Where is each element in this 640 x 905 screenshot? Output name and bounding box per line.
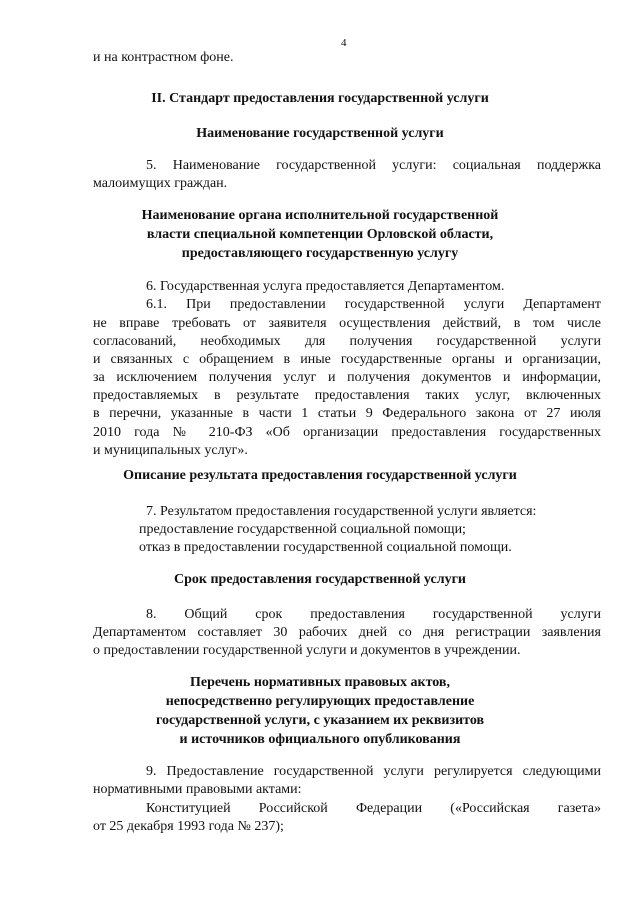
heading-line: Перечень нормативных правовых актов, xyxy=(190,675,450,690)
text-line: о предоставлении государственной услуги и документов в учреждении. xyxy=(93,643,521,658)
text-line: в перечни, указанные в части 1 статьи 9 Федерального закона от 27 июля xyxy=(93,406,601,421)
text-line: нормативными правовыми актами: xyxy=(93,782,302,797)
heading-service-name: Наименование государственной услуги xyxy=(196,126,444,141)
text-line: малоимущих граждан. xyxy=(93,176,228,191)
text-line: отказ в предоставлении государственной социальной помощи. xyxy=(139,540,512,555)
text-line: 2010 года № 210-ФЗ «Об организации предоставления государственных xyxy=(93,425,601,440)
text-line: 9. Предоставление государственной услуги регулируется следующими xyxy=(146,764,601,779)
text-line: 8. Общий срок предоставления государственной услуги xyxy=(146,607,601,622)
heading-line: государственной услуги, с указанием их реквизитов xyxy=(155,713,485,728)
continuation-line: и на контрастном фоне. xyxy=(93,50,234,65)
heading-line: и источников официального опубликования xyxy=(179,732,461,747)
text-line: 6.1. При предоставлении государственной услуги Департамент xyxy=(146,297,601,312)
text-line: и муниципальных услуг». xyxy=(93,443,248,458)
page-number: 4 xyxy=(341,37,347,49)
text-line: за исключением получения услуг и получения документов и информации, xyxy=(93,370,601,385)
text-line: 5. Наименование государственной услуги: социальная поддержка xyxy=(146,158,601,173)
text-line: Конституцией Российской Федерации («Российская газета» xyxy=(146,801,601,816)
heading-result: Описание результата предоставления государственной услуги xyxy=(123,468,517,483)
section-title: II. Стандарт предоставления государственной услуги xyxy=(151,91,489,106)
text-line: согласований, необходимых для получения государственной услуги xyxy=(93,334,601,349)
heading-line: власти специальной компетенции Орловской области, xyxy=(146,227,494,242)
text-line: от 25 декабря 1993 года № 237); xyxy=(93,819,284,834)
text-line: предоставление государственной социальной помощи; xyxy=(139,522,466,537)
heading-line: непосредственно регулирующих предоставление xyxy=(165,694,475,709)
heading-line: предоставляющего государственную услугу xyxy=(181,246,459,261)
text-line: предоставляемых в результате предоставления таких услуг, включенных xyxy=(93,388,601,403)
text-line: и связанных с обращением в иные государственные органы и организации, xyxy=(93,352,601,367)
text-line: Департаментом составляет 30 рабочих дней со дня регистрации заявления xyxy=(93,625,601,640)
text-line: 7. Результатом предоставления государственной услуги является: xyxy=(146,504,537,519)
paragraph-6: 6. Государственная услуга предоставляется Департаментом. xyxy=(146,279,505,294)
heading-term: Срок предоставления государственной услуги xyxy=(174,572,466,587)
text-line: не вправе требовать от заявителя осуществления действий, в том числе xyxy=(93,316,601,331)
heading-line: Наименование органа исполнительной государственной xyxy=(141,208,499,223)
